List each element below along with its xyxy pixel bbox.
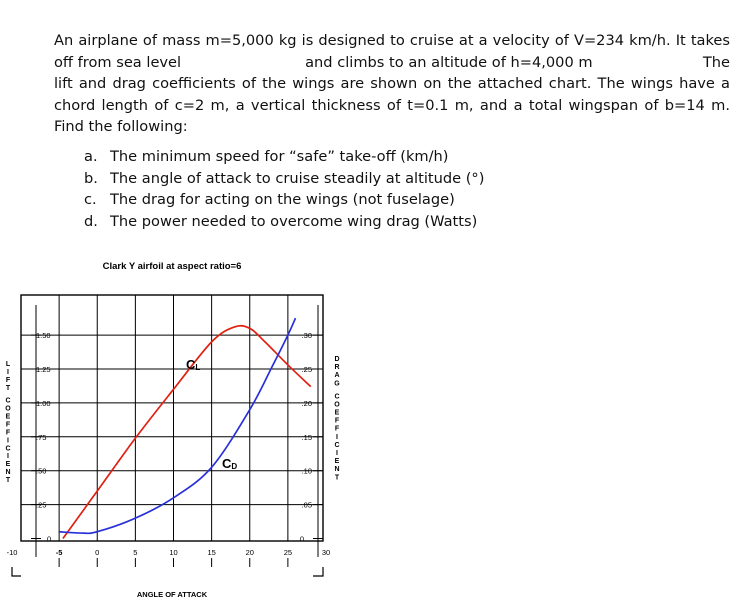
problem-line-2-end: The [702,53,730,71]
x-tick-label: 20 [245,548,254,557]
x-axis-label: ANGLE OF ATTACK [136,590,208,599]
right-tick-label: .05 [301,500,312,510]
x-tick-label: 5 [133,548,138,557]
corner-bracket-right [313,567,323,576]
left-tick-label: .50 [36,466,47,476]
problem-line-1: An airplane of mass m=5,000 kg is designed to cruise at a velocity of V=234 km/h. It takes [54,32,730,49]
question-list [84,146,484,232]
left-tick-label: 0 [47,534,52,544]
x-tick-label: 15 [207,548,216,557]
left-tick-label: .25 [36,500,47,510]
question-item: c. The drag for acting on the wings (not fuselage) [84,191,455,208]
x-tick-label: -5 [55,548,63,557]
x-tick-label: -10 [6,548,18,557]
left-tick-label: 1.50 [36,331,51,341]
lift-curve-label: CL [186,357,201,372]
problem-line-2 [54,52,730,74]
left-tick-label: .75 [36,432,47,442]
right-tick-label: .20 [301,398,312,408]
problem-line-3: lift and drag coefficients of the wings are shown on the attached chart. The wings have a [54,75,730,93]
x-tick-label: 0 [95,548,100,557]
x-tick-label: 30 [321,548,331,557]
x-tick-label: 25 [283,548,293,557]
problem-line-2-middle: and climbs to an altitude of h=4,000 m [305,53,593,71]
right-axis-label: D R A G C O E F F I C I E N T [334,356,340,482]
right-tick-label: .10 [301,466,312,476]
right-tick-label: .30 [301,331,312,341]
left-tick-label: 1.00 [36,398,51,408]
drag-coefficient-curve [59,318,295,533]
corner-bracket-left [12,567,21,576]
right-tick-label: .15 [301,432,312,442]
left-tick-label: 1.25 [36,365,51,374]
question-item: b. The angle of attack to cruise steadily at altitude (°) [84,169,485,187]
right-tick-label: 0 [299,534,304,544]
problem-line-4: chord length of c=2 m, a vertical thickness of t=0.1 m, and a total wingspan of b=14 m. [54,96,730,114]
right-tick-label: .25 [301,365,312,374]
problem-line-5: Find the following: [54,118,188,136]
chart-title: Clark Y airfoil at aspect ratio=6 [102,261,242,272]
question-item: d. The power needed to overcome wing drag (Watts) [84,212,478,230]
drag-curve-label: CD [222,456,238,471]
question-item: a. The minimum speed for “safe” take-off (km/h) [84,148,449,165]
airfoil-chart [0,255,739,605]
problem-statement [54,30,730,138]
problem-line-2-start: off from sea level [54,53,182,71]
left-axis-label: L I F T C O E F F I C I E N T [5,361,11,485]
x-tick-label: 10 [169,548,178,557]
